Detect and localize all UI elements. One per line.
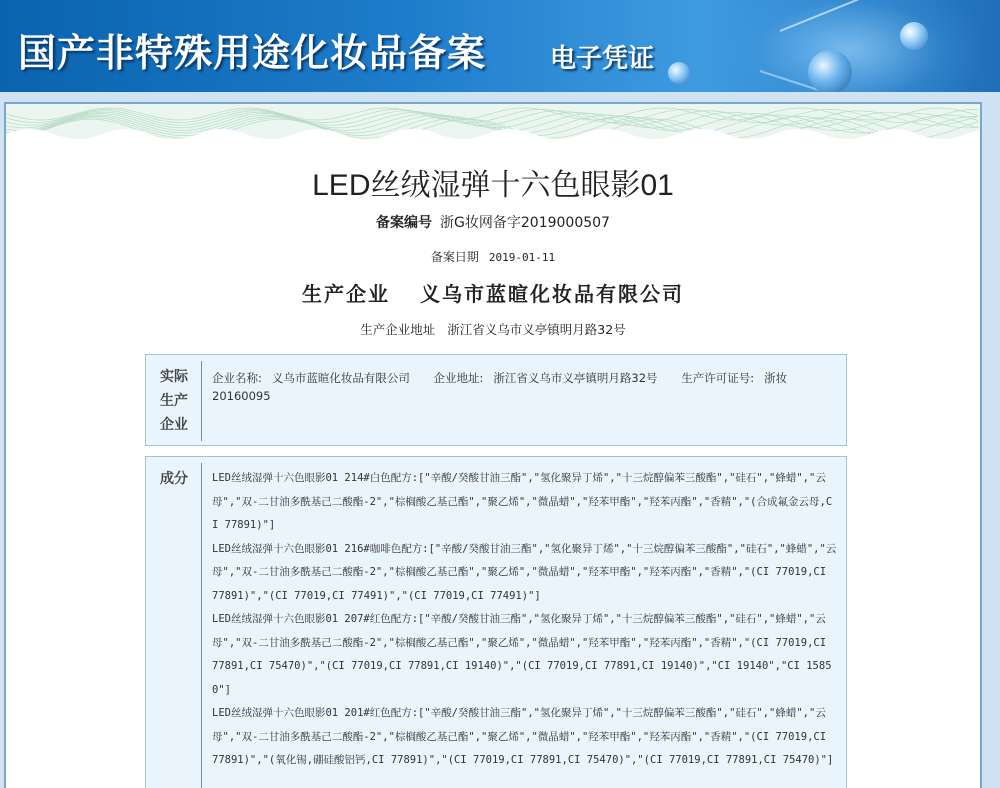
producer-license-label: 生产许可证号: [681,371,755,385]
heading-line: 实际 [160,369,188,385]
producer-name: 义乌市蓝暄化妆品有限公司 [271,371,410,385]
actual-producer-details [212,369,838,405]
actual-producer-heading [146,355,202,437]
divider [201,361,202,441]
ingredient-formula: LED丝绒湿弹十六色眼影01 214#白色配方:["辛酸/癸酸甘油三酯","氢化聚异丁烯","十三烷醇偏苯三酸酯","硅石","蜂蜡","云母","双-二甘油多酰基己二酸酯-2","棕榈酸乙基己酯","聚乙烯","微晶蜡","羟苯甲酯","羟苯丙酯","香精","(合成氟金云母,CI 77891)"] [212,472,833,531]
producer-name-label: 企业名称: [212,371,262,385]
ingredients-heading: 成分 [160,471,188,487]
divider [201,463,202,788]
certificate-frame [4,102,982,788]
registration-label: 备案编号 [376,215,433,231]
producer-name-field [212,371,420,385]
ingredients-box [145,456,847,788]
date-line [6,248,980,265]
header-banner [0,0,1000,92]
banner-title: 国产非特殊用途化妆品备案 [18,30,487,75]
ingredient-formula: LED丝绒湿弹十六色眼影01 216#咖啡色配方:["辛酸/癸酸甘油三酯","氢化聚异丁烯","十三烷醇偏苯三酸酯","硅石","蜂蜡","云母","双-二甘油多酰基己二酸酯-2","棕榈酸乙基己酯","聚乙烯","微晶蜡","羟苯甲酯","羟苯丙酯","香精","(CI 77019,CI 77891)","(CI 77019,CI 77491)","(CI 77019,CI 77491)"] [212,542,837,602]
actual-producer-box [145,354,847,446]
date-label: 备案日期 [430,250,479,264]
registration-date: 2019-01-11 [488,251,556,264]
producer-address-field [434,371,668,385]
registration-line [6,212,980,232]
producer-address: 浙江省义乌市义亭镇明月路32号 [493,371,658,385]
ingredient-formula: LED丝绒湿弹十六色眼影01 201#红色配方:["辛酸/癸酸甘油三酯","氢化聚异丁烯","十三烷醇偏苯三酸酯","硅石","蜂蜡","云母","双-二甘油多酰基己二酸酯-2","棕榈酸乙基己酯","聚乙烯","微晶蜡","羟苯甲酯","羟苯丙酯","香精","(CI 77019,CI 77891)","(氧化锡,硼硅酸铝钙,CI 77891)","(CI 77019,CI 77891,CI 75470)","(CI 77019,CI 77891,CI 75470)"] [212,707,834,766]
sphere-icon [808,50,852,92]
company-label: 生产企业 [302,282,390,306]
producer-address-label: 企业地址: [433,371,484,385]
company-line [6,278,980,307]
sphere-icon [668,62,690,84]
company-address: 浙江省义乌市义亭镇明月路32号 [447,322,626,337]
address-label: 生产企业地址 [360,322,436,337]
registration-number: 浙G妆网备字2019000507 [440,215,610,231]
ingredient-formula: LED丝绒湿弹十六色眼影01 207#红色配方:["辛酸/癸酸甘油三酯","氢化聚异丁烯","十三烷醇偏苯三酸酯","硅石","蜂蜡","云母","双-二甘油多酰基己二酸酯-2","棕榈酸乙基己酯","聚乙烯","微晶蜡","羟苯甲酯","羟苯丙酯","香精","(CI 77019,CI 77891,CI 75470)","(CI 77019,CI 77891,CI 19140)","(CI 77019,CI 77891,CI 19140)","CI 19140","CI 15850"] [212,613,832,696]
producer-license: 浙妆20160095 [212,371,788,403]
company-name: 义乌市蓝暄化妆品有限公司 [420,282,684,306]
sphere-icon [900,22,928,50]
banner-subtitle: 电子凭证 [550,44,655,74]
heading-line: 生产 [160,393,188,409]
ingredients-list [212,467,838,773]
guilloche-border [6,104,980,142]
product-name: LED丝绒湿弹十六色眼影01 [312,169,674,202]
heading-line: 企业 [160,417,188,433]
address-line [6,320,980,338]
